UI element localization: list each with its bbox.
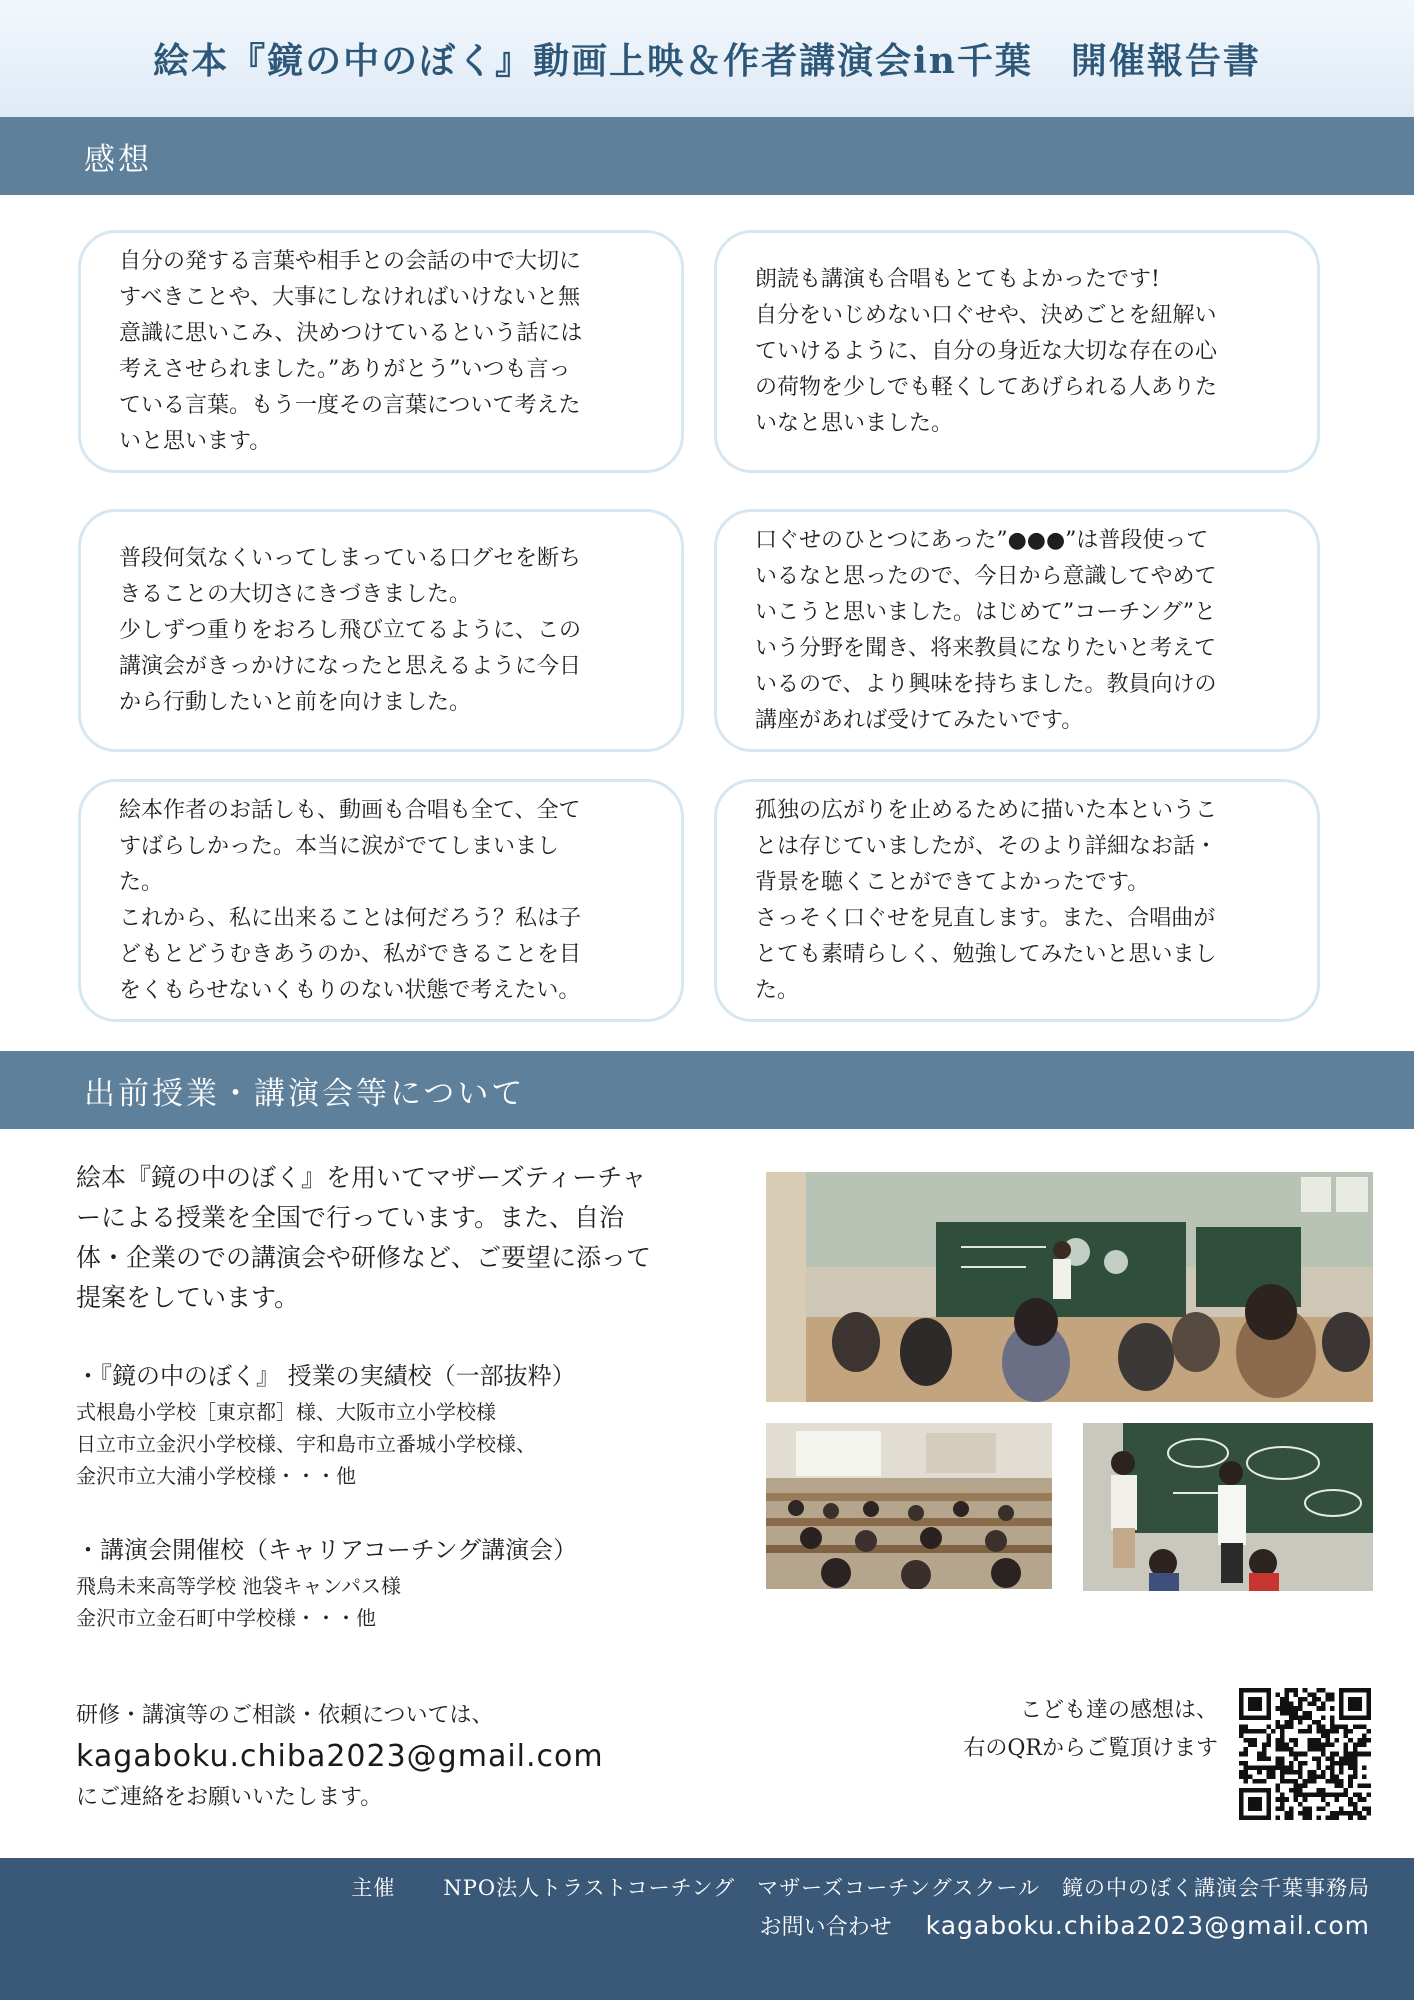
impression-card [78, 509, 684, 752]
impression-text: 自分の発する言葉や相手との会話の中で大切に すべきことや、大事にしなければいけないと無 意識に思いこみ、決めつけているという話には 考えさせられました。”ありがとう”いつも言っ ている言葉。もう一度その言葉について考えた いと思います。 [119, 248, 583, 454]
contact-lead: 研修・講演等のご相談・依頼については、 [76, 1703, 494, 1728]
qr-caption-line2: 右のQRからご覧頂けます [963, 1736, 1218, 1761]
inquiry-email-link[interactable]: kagaboku.chiba2023@gmail.com [925, 1911, 1370, 1940]
classroom-lesson-photo [766, 1172, 1373, 1402]
impression-text: 孤独の広がりを止めるために描いた本というこ とは存じていましたが、そのより詳細なお話・ 背景を聴くことができてよかったです。 さっそく口ぐせを見直します。また、合唱曲が とても素晴らしく、勉強してみたいと思いまし た。 [755, 797, 1218, 1003]
report-header [0, 0, 1414, 117]
impressions-section-bar [0, 117, 1414, 195]
impression-text: 普段何気なくいってしまっている口グセを断ち きることの大切さにきづきました。 少しずつ重りをおろし飛び立てるように、この 講演会がきっかけになったと思えるように今日 から行動したいと前を向けました。 [119, 545, 582, 715]
qr-caption [963, 1692, 1218, 1768]
impression-card [714, 779, 1320, 1022]
outreach-heading: 出前授業・講演会等について [84, 1075, 526, 1112]
lecture-record-heading: ・講演会開催校（キャリアコーチング講演会） [76, 1536, 578, 1564]
contact-info [76, 1698, 604, 1816]
impression-text: 絵本作者のお話しも、動画も合唱も全て、全て すばらしかった。本当に涙がでてしまいまし た。 これから、私に出来ることは何だろう？私は子 どもとどうむきあうのか、私ができることを目 をくもらせないくもりのない状態で考えたい。 [119, 797, 582, 1003]
inquiry-row [760, 1910, 1370, 1941]
outreach-intro: 絵本『鏡の中のぼく』を用いてマザーズティーチャ ーによる授業を全国で行っています。また、自治 体・企業のでの講演会や研修など、ご要望に添って 提案をしています。 [76, 1163, 652, 1312]
teacher-blackboard-photo [1083, 1423, 1373, 1591]
impression-card [78, 230, 684, 473]
outreach-section-bar [0, 1051, 1414, 1129]
lecture-record-list: 飛鳥未来高等学校 池袋キャンパス様 金沢市立金石町中学校様・・・他 [76, 1574, 401, 1630]
inquiry-label: お問い合わせ [759, 1915, 892, 1940]
lecture-hall-photo [766, 1423, 1052, 1589]
impressions-heading: 感想 [84, 141, 152, 178]
contact-tail: にご連絡をお願いいたします。 [76, 1785, 383, 1810]
footer [0, 1858, 1414, 2000]
page-title: 絵本『鏡の中のぼく』動画上映＆作者講演会in千葉 開催報告書 [153, 40, 1261, 82]
impression-text: 口ぐせのひとつにあった”●●●”は普段使って いるなと思ったので、今日から意識してやめて いこうと思いました。はじめて”コーチング”と いう分野を聞き、将来教員になりたいと考えて いるので、より興味を持ちました。教員向けの 講座があれば受けてみたいです。 [755, 527, 1217, 733]
class-record-list: 式根島小学校［東京都］様、大阪市立小学校様 日立市立金沢小学校様、宇和島市立番城小学校様、 金沢市立大浦小学校様・・・他 [76, 1400, 536, 1488]
impression-card [714, 509, 1320, 752]
organizer-row [351, 1872, 1370, 1902]
organizer-label: 主催 [351, 1876, 396, 1900]
class-record-heading: ・『鏡の中のぼく』 授業の実績校（一部抜粋） [76, 1362, 576, 1390]
qr-code[interactable] [1239, 1688, 1371, 1820]
organizer-name: NPO法人トラストコーチング マザーズコーチングスクール 鏡の中のぼく講演会千葉事務局 [443, 1876, 1370, 1900]
impression-card [78, 779, 684, 1022]
contact-email-link[interactable]: kagaboku.chiba2023@gmail.com [76, 1739, 604, 1774]
impression-text: 朗読も講演も合唱もとてもよかったです! 自分をいじめない口ぐせや、決めごとを紐解い ていけるように、自分の身近な大切な存在の心 の荷物を少しでも軽くしてあげられる人ありた いなと思いました。 [755, 266, 1218, 436]
qr-caption-line1: こども達の感想は、 [1019, 1698, 1218, 1723]
impression-card [714, 230, 1320, 473]
